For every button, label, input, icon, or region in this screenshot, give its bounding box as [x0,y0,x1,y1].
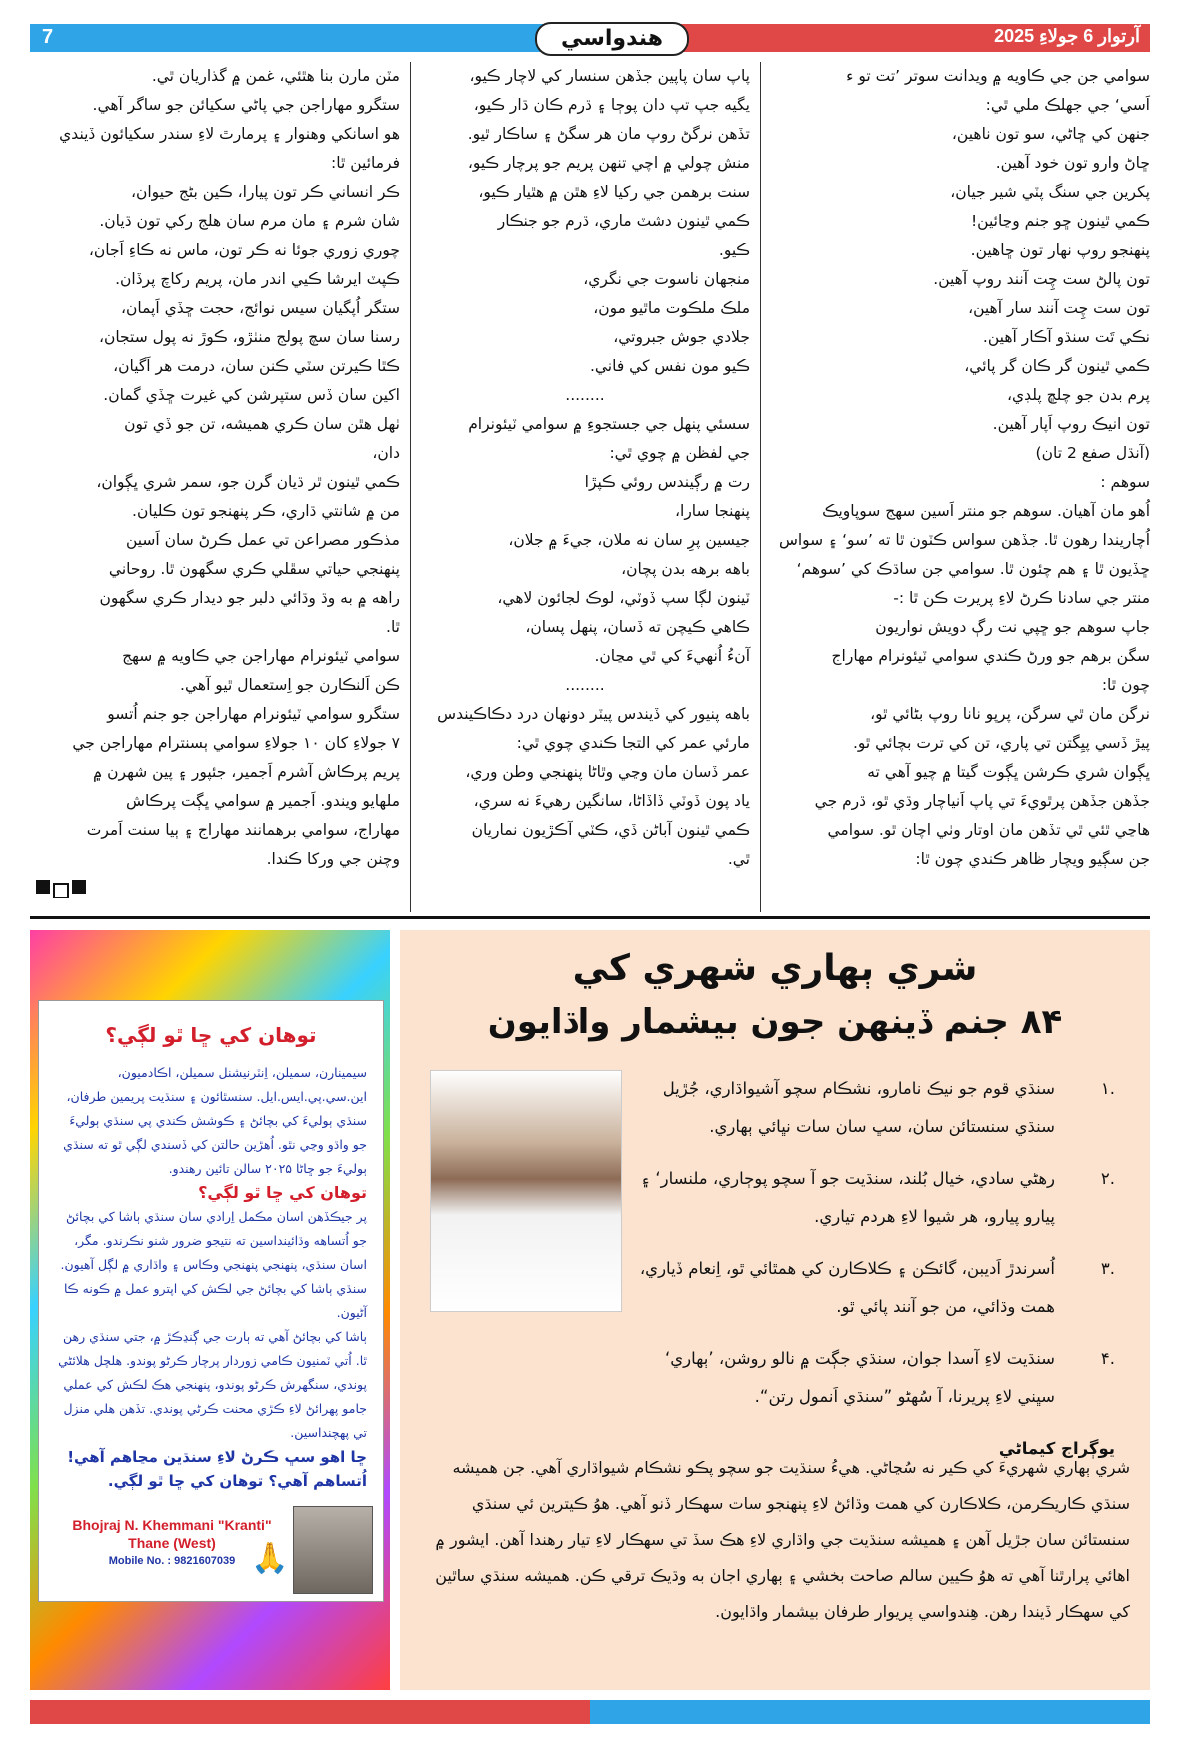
text-line: ٿا. [386,618,400,636]
text-line: ملهايو ويندو. اَجمير ۾ سوامي ڀڳت پرڪاش [126,792,400,810]
tribute-title-line1: شري ٻهاري شهري کي [572,948,978,989]
text-line: ڪر انساني ڪر تون پيارا، ڪين بڻج حيوان، [130,183,400,201]
text-line: رسنا سان سچ پولج منٺڙو، ڪوڙ نه پول ستجان، [98,328,400,346]
text-line: جيسين پرِ سان نه ملان، جيءَ ۾ جلان، [508,531,750,549]
text-line: مٽن مارن بنا هٿئي، غمن ۾ گذاريان ٿي. [151,67,400,85]
text-line: منجهان ناسوت جي نگري، [583,270,750,288]
verse-text: اُسرندڙ اَديبن، گائڪن ۽ ڪلاڪارن کي همٿائي ٿو، اِنعام ڏياري، همت وڌائي، من جو آنند پائي ٿو. [639,1259,1055,1316]
text-line: پرم بدن جو چلڇ پلڊي، [1006,386,1150,404]
text-line: سسئي پنهل جي جستجوءِ ۾ سوامي ٽيئونرام [468,415,750,433]
text-line: ٽينون لڳا سپ ڏوٽي، لوڪ لجائون لاهي، [497,589,750,607]
verse-item [635,1340,1115,1416]
column-divider [760,62,761,912]
verse-item [635,1070,1115,1146]
text-line: سگن برهم جو ورڻ ڪندي سوامي ٽيئونرام مهاراج [831,647,1150,665]
article-column-left [30,62,400,874]
text-line: شان شرم ۽ مان مرم سان هلج رکي تون ڌيان. [99,212,400,230]
text-line: راهه ۾ به وڌ وڌائي دلبر جو ديدار ڪري سگهون [99,589,400,607]
header-blue-bar [30,24,590,52]
text-line: جنهن کي ڇاڻي، سو تون ناهين، [951,125,1150,143]
section-divider [30,916,1150,919]
text-line: ستگرو مهاراجن جي پاڻي سکيائن جو ساگر آهي. [92,96,400,114]
text-line: ستگر اُپگيان سيس نوائج، حجت ڇڏي اَپمان، [120,299,400,317]
ad-closing: ڇا اهو سڀ ڪرڻ لاءِ سنڌين مڃاهم آهي! اُتساهم آهي؟ توهان کي ڇا ٿو لڳي. [67,1448,367,1490]
column-divider [410,62,411,912]
text-line: مذڪور مصراعن تي عمل ڪرڻ سان اَسين [125,531,400,549]
text-line: ڇڏيون ٿا ۽ هم چئون ٿا. سوامي جن ساڌڪ کي ’سوهم‘ [796,560,1150,578]
text-line: منش چولي ۾ اچي تنهن پريم جو پرچار ڪيو، [467,154,750,172]
footer-red-bar [30,1700,590,1724]
text-line: ڪپٽ ايرشا ڪيي اندر مان، پريم رکاچ پرڏان. [115,270,400,288]
text-line: پکرين جي سنگ پٽي شير جيان، [950,183,1150,201]
text-line: تون پالڻ ست چِت آنند روپ آهين. [933,270,1150,288]
text-line: پنهنجا سارا، [675,502,750,520]
text-line: ڪيو مون نفس کي فاني. [589,357,750,375]
ad-sign-place: Thane (West) [128,1535,216,1551]
ad-body [57,1061,367,1493]
text-line: پنهنجي حياتي سڦلي ڪري سگهون ٿا. روحاني [108,560,400,578]
article-column-middle [420,62,750,874]
portrait-photo [430,1070,622,1312]
text-line: سوامي ٽيئونرام مهاراجن جي ڪاويه ۾ سهج [122,647,400,665]
text-line: سنت برهمن جي رکيا لاءِ هٿن ۾ هٿيار ڪيو، [478,183,750,201]
verse-number: .۴ [1100,1349,1115,1368]
text-line: ........ [565,676,605,694]
tribute-panel [400,930,1150,1690]
text-line: يگيه جپ تپ دان پوڄا ۽ ڌرم ڪان ڌار ڪيو، [473,96,750,114]
text-line: ڪيو. [718,241,750,259]
text-line: ۷ جولاءِ کان ۱۰ جولاءِ سوامي ٻسنترام مهاراجن جي [72,734,400,752]
text-line: ڪمي ٿينون ٿر ڌيان گرن جو، سمر شري ڀڳوان، [96,473,400,491]
article-column-right [770,62,1150,874]
ad-paragraph-3: ٻاشا کي بچائڻ آهي ته ٻارت جي ڳنڍڪڙ ۾، جتي سنڌي رهن ٿا. اُتي ٽمنيون ڪامي زوردار پرچار ڪرڻو پوندو. هلچل هلائڻي پوندي، سنگهرش ڪرڻو پوندو، پنهنجي هڪ لڪش کي عملي جامو پهرائڻ لاءِ ڪڙي محنت ڪرڻي پوندي. تڏهن هلي منزل تي پهچنداسين. [58,1329,367,1440]
ad-title: توهان کي ڇا ٿو لڳي؟ [105,1023,317,1047]
text-line: جاپ سوهم جو ڇپي نت رڳ دويش نواريون [875,618,1150,636]
issue-date: آرتوار 6 جولاءِ 2025 [994,26,1140,46]
verse-number: .۲ [1100,1169,1115,1188]
text-line: ڪٿا ڪيرتن سٽي ڪنن سان، درمت هر اَگيان، [113,357,400,375]
ad-sign-name: Bhojraj N. Khemmani "Kranti" [72,1517,272,1533]
text-line: پريم پرڪاش آشرم اَجمير، جئپور ۽ پين شهرن ۾ [93,763,400,781]
text-line: تڏهن نرگڻ روپ مان هر سگڻ ۽ ساڪار ٿيو. [467,125,750,143]
text-line: پاپ سان پاپين جڏهن سنسار کي لاچار ڪيو، [469,67,750,85]
page-header [30,24,1150,52]
verse-number: .۳ [1100,1259,1115,1278]
text-line: ڪاهي ڪيچن ته ڏسان، پنهل پسان، [525,618,750,636]
text-line: ........ [565,386,605,404]
namaste-hands-icon: 🙏 [251,1541,289,1576]
text-line: عمر ڏسان مان وڃي وٿاڻا پنهنجي وطن وري، [465,763,750,781]
text-line: پيڙ ڏسي پيِگتن تي پاري، تن کي ترت بچائي ٿو. [852,734,1150,752]
text-line: تون ست چِت آنند سار آهين، [968,299,1150,317]
verse-text: سنڌيت لاءِ آسدا جوان، سنڌي جڳت ۾ نالو روشن، ’ٻهاري‘ سڀني لاءِ پريرنا، آ سُهڻو ”سنڌي اَنمول رتن“. [664,1349,1055,1406]
ad-subtitle: توهان کي ڇا ٿو لڳي؟ [198,1183,367,1202]
text-line: فرمائين ٿا: [331,154,400,172]
text-line: اُچاريندا رهون ٿا. جڏهن سواس ڪٽون ٿا ته ’سو‘ ۽ سواس [778,531,1150,549]
text-line: نرگن مان ٿي سرگن، پرپو نانا روپ بڻائي ٿو، [870,705,1150,723]
text-line: اَسي‘ جي جهلڪ ملي ٿي: [985,96,1150,114]
text-line: هو اسانکي وهنوار ۽ پرمارٿ لاءِ سندر سکيائون ڏيندي [59,125,400,143]
text-line: اُهو مان آهيان. سوهم جو منتر اَسين سهج سوپاويڪ [822,502,1150,520]
text-line: جن سڳيو ويچار ظاهر ڪندي چون ٿا: [915,850,1150,868]
text-line: ٺهل هٿن سان ڪري هميشه، تن جو ڏي تون [124,415,400,433]
verse-number: .۱ [1100,1079,1115,1098]
ad-sign-mobile: Mobile No. : 9821607039 [108,1555,236,1567]
ad-inner-panel [38,1000,384,1602]
text-line: نڪي تَت سنڌو آڪار آهين. [982,328,1150,346]
tribute-title-line2: ۸۴ جنم ڏينهن جون بيشمار واڌايون [487,1002,1063,1042]
text-line: ستگرو سوامي ٽيئونرام مهاراجن جو جنم اُتسو [107,705,400,723]
text-line: پنهنجو روپ نهار تون ڇاهين. [970,241,1150,259]
text-line: (آنڌل صفع 2 تان) [1035,444,1150,462]
verse-item [635,1160,1115,1236]
text-line: جڏهن جڏهن پرٿويءَ تي پاپ اَنياچار وڌي ٿو، ڌرم جي [814,792,1150,810]
verse-text: سنڌي قوم جو نيڪ نامارو، نشڪام سچو آشيواڌاري، جُڙيل سنڌي سنستائن سان، سڀ سان سات نڀائي ٻهاري. [662,1079,1055,1136]
text-line: وچنن جي ورکا ڪندا. [266,850,400,868]
text-line: سوهم : [1100,473,1150,491]
text-line: سوامي جن جي ڪاويه ۾ ويدانت سوتر ’تت تو ء [846,67,1150,85]
text-line: چوري زوري جوئا نه ڪر تون، ماس نه ڪاءِ اَجان، [88,241,400,259]
ad-paragraph-1: سيمينارن، سميلن، اِنٽرنيشنل سميلن، اڪادميون، اين.سي.پي.ايس.ايل. سنسٿائون ۽ سنڌيت پريمين طرفان، سنڌي ٻوليءَ کي بچائڻ ۽ ڪوشش ڪندي پي سنڌي ٻوليءَ جو واڌو وڃي نٿو. اُهڙين حالتن کي ڏسندي لڳي ٿو ته سنڌي ٻوليءَ جو ڇاڻا ۲۰۲۵ سالن تائين رهندو. [63,1065,367,1176]
text-line: دان، [372,444,400,462]
end-mark-icon [36,880,86,898]
tribute-verse-list [635,1070,1115,1468]
advertisement-box [30,930,390,1690]
ad-paragraph-2: پر جيڪڏهن اسان مڪمل اِرادي سان سنڌي ٻاشا کي بچائڻ جو اُتساهه وڌائينداسين ته نتيجو ضرور شنو نڪرندو. مگر، اسان سنڌي، پنهنجي پنهنجي وڪاس ۽ واڌاري ۾ لڳل آهيون. سنڌي ٻاشا کي بچائڻ جي لڪش کي اپترو عمل ۾ ڪونه ڪا آڻيون. [60,1209,367,1320]
text-line: ڀڳوان شري ڪرشن ڀڳوت گيتا ۾ چيو آهي ته [867,763,1150,781]
text-line: آنءُ اُنهيءَ کي ٿي مڃان. [594,647,750,665]
text-line: ڪمي ٿينون گر ڪان گر پائي، [964,357,1150,375]
text-line: هاڃي ٿئي ٿي تڏهن مان اوتار وٺي اچان ٿو. سوامي [827,821,1150,839]
text-line: ڪن اَلنڪارن جو اِستعمال ٿيو آهي. [180,676,400,694]
text-line: جي لفظن ۾ چوي ٿي: [609,444,750,462]
text-line: من ۾ شانتي ڌاري، ڪر پنهنجو تون ڪليان. [132,502,400,520]
text-line: رت ۾ رڳيندس روئي ڪپڙا [584,473,750,491]
text-line: اکين سان ڏس ستپرشن کي غيرت ڇڏي گمان. [103,386,400,404]
text-line: تون انيڪ روپ اَپار آهين. [992,415,1150,433]
tribute-paragraph: شري ٻهاري شهريءَ کي ڪير نه سُڃاڻي. هيءُ سنڌيت جو سچو پڪو نشڪام شيواڌاري آهي. جن هميشه سنڌي ڪاريڪرمن، ڪلاڪارن کي همت وڌائڻ لاءِ پنهنجو سات سهڪار ڏنو آهي. هوُ ڪيترين ئي سنڌي سنستائن سان جڙيل آهن ۽ هميشه سنڌيت جي واڌاري لاءِ هڪ سڏ تي سهڪار لاءِ تيار رهندا آهن. ايشور ۾ اهائي پرارٿنا آهي ته هوُ ڪيين سالم صاحت بخشي ۽ ٻهاري اجان به وڌيڪ ترقي ڪن. هميشه سنڌي ساٿين کي سهڪار ڏيندا رهن. هِندواسي پريوار طرفان بيشمار واڌايون. [435,1458,1130,1621]
verse-author: يوڳراج کيماڻي [998,1439,1115,1458]
footer-blue-bar [590,1700,1150,1724]
text-line: جلادي جوش جبروتي، [613,328,750,346]
text-line: ٿي. [727,850,750,868]
verse-item [635,1250,1115,1326]
text-line: ڇاڻ وارو تون خود آهين. [995,154,1150,172]
text-line: باهه برهه بدن پچان، [621,560,750,578]
text-line: ملڪ ملڪوت ماٿيو مون، [593,299,750,317]
text-line: مهاراج، سوامي برهمانند مهاراج ۽ ٻيا سنت اَمرت [86,821,400,839]
masthead-logo: هندواسي [535,22,689,56]
verse-text: رهڻي سادي، خيال بُلند، سنڌيت جو آ سچو پوڄاري، ملنسار‘ ۽ پيارو پيارو، هر شيوا لاءِ هردم تياري. [640,1169,1055,1226]
ad-author-photo [293,1506,373,1594]
text-line: ڪمي ٿينون آباڻن ڏي، ڪٽي آڪڙيون نماريان [471,821,750,839]
text-line: ياد پون ڏوٽي ڏاڏاڻا، سانگين رهيءَ نه سري، [473,792,750,810]
text-line: منتر جي سادنا ڪرڻ لاءِ پريرت ڪن ٿا :- [893,589,1150,607]
text-line: باهه پنيور کي ڏيندس پيٽر دونهان درد دڪاڪيندس [437,705,750,723]
text-line: ڪمي ٿينون دشٽ ماري، ڌرم جو جنڪار [497,212,750,230]
text-line: چون ٿا: [1101,676,1150,694]
page-number: 7 [42,26,54,48]
text-line: مارئي عمر کي التجا ڪندي چوي ٿي: [516,734,750,752]
page-footer [30,1700,1150,1724]
text-line: ڪمي ٿينون ڇو جنم وڃائين! [970,212,1150,230]
